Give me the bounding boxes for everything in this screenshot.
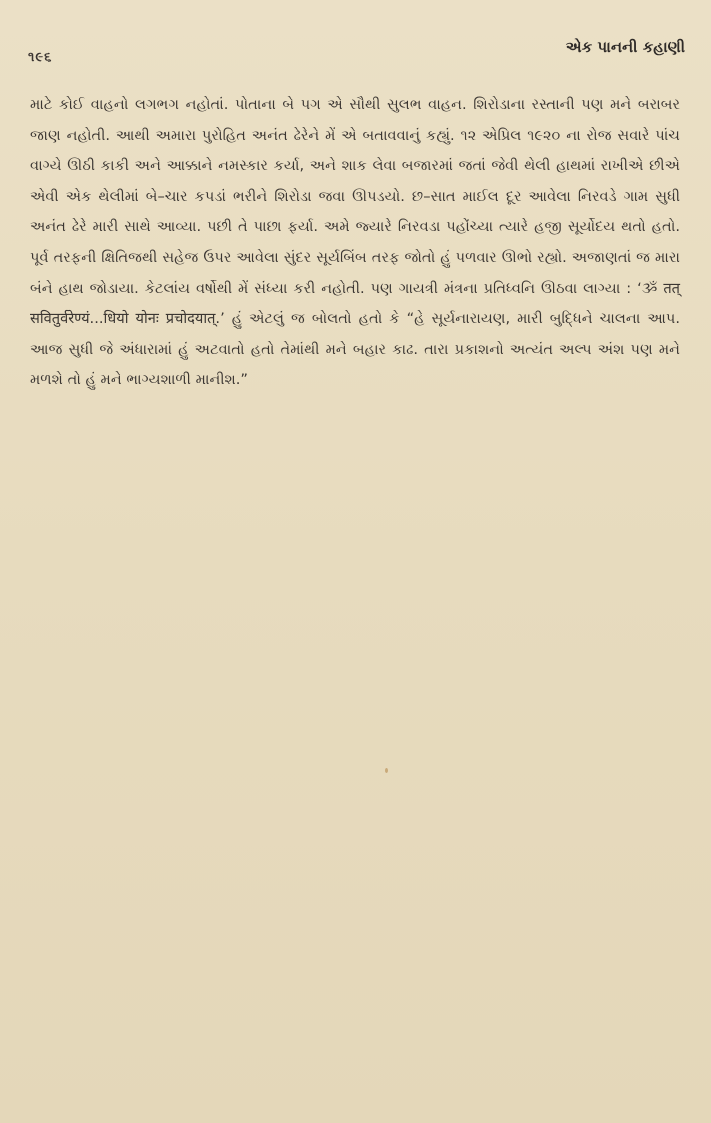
page-header bbox=[0, 0, 711, 70]
page-number: ૧૯૬ bbox=[28, 50, 53, 65]
paper-speck bbox=[385, 768, 388, 773]
running-head: એક પાનની કહાણી bbox=[565, 38, 685, 56]
body-paragraph: માટે કોઈ વાહનો લગભગ નહોતાં. પોતાના બે પગ એ સૌથી સુલભ વાહન. શિરોડાના રસ્તાની પણ મને બરાબર જાણ નહોતી. આથી અમારા પુરોહિત અનંત ઢેરેને મેં એ બતાવવાનું કહ્યું. ૧૨ એપ્રિલ ૧૯૨૦ ના રોજ સવારે પાંચ વાગ્યે ઊઠી કાકી અને આક્કાને નમસ્કાર કર્યા, અને શાક લેવા બજારમાં જતાં જેવી થેલી હાથમાં રાખીએ છીએ એવી એક થેલીમાં બે–ચાર કપડાં ભરીને શિરોડા જવા ઊપડયો. છ–સાત માઈલ દૂર આવેલા નિરવડે ગામ સુધી અનંત ઢેરે મારી સાથે આવ્યા. પછી તે પાછા ફર્યા. અમે જ્યારે નિરવડા પહોંચ્યા ત્યારે હજી સૂર્યોદય થતો હતો. પૂર્વ તરફની ક્ષિતિજથી સહેજ ઉપર આવેલા સુંદર સૂર્યબિંબ તરફ જોતો હું પળવાર ઊભો રહ્યો. અજાણતાં જ મારા બંને હાથ જોડાયા. કેટલાંય વર્ષોથી મેં સંધ્યા કરી નહોતી. પણ ગાયત્રી મંત્રના પ્રતિધ્વનિ ઊઠવા લાગ્યા : ‘ૐ तत् सवितुर्वरेण्यं...धियो योनः प्रचोदयात्.’ હું એટલું જ બોલતો હતો કે “હે સૂર્યનારાયણ, મારી બુદ્ધિને ચાલના આપ. આજ સુધી જે અંધારામાં હું અટવાતો હતો તેમાંથી મને બહાર કાઢ. તારા પ્રકાશનો અત્યંત અલ્પ અંશ પણ મને મળશે તો હું મને ભાગ્યશાળી માનીશ.” bbox=[30, 96, 680, 389]
